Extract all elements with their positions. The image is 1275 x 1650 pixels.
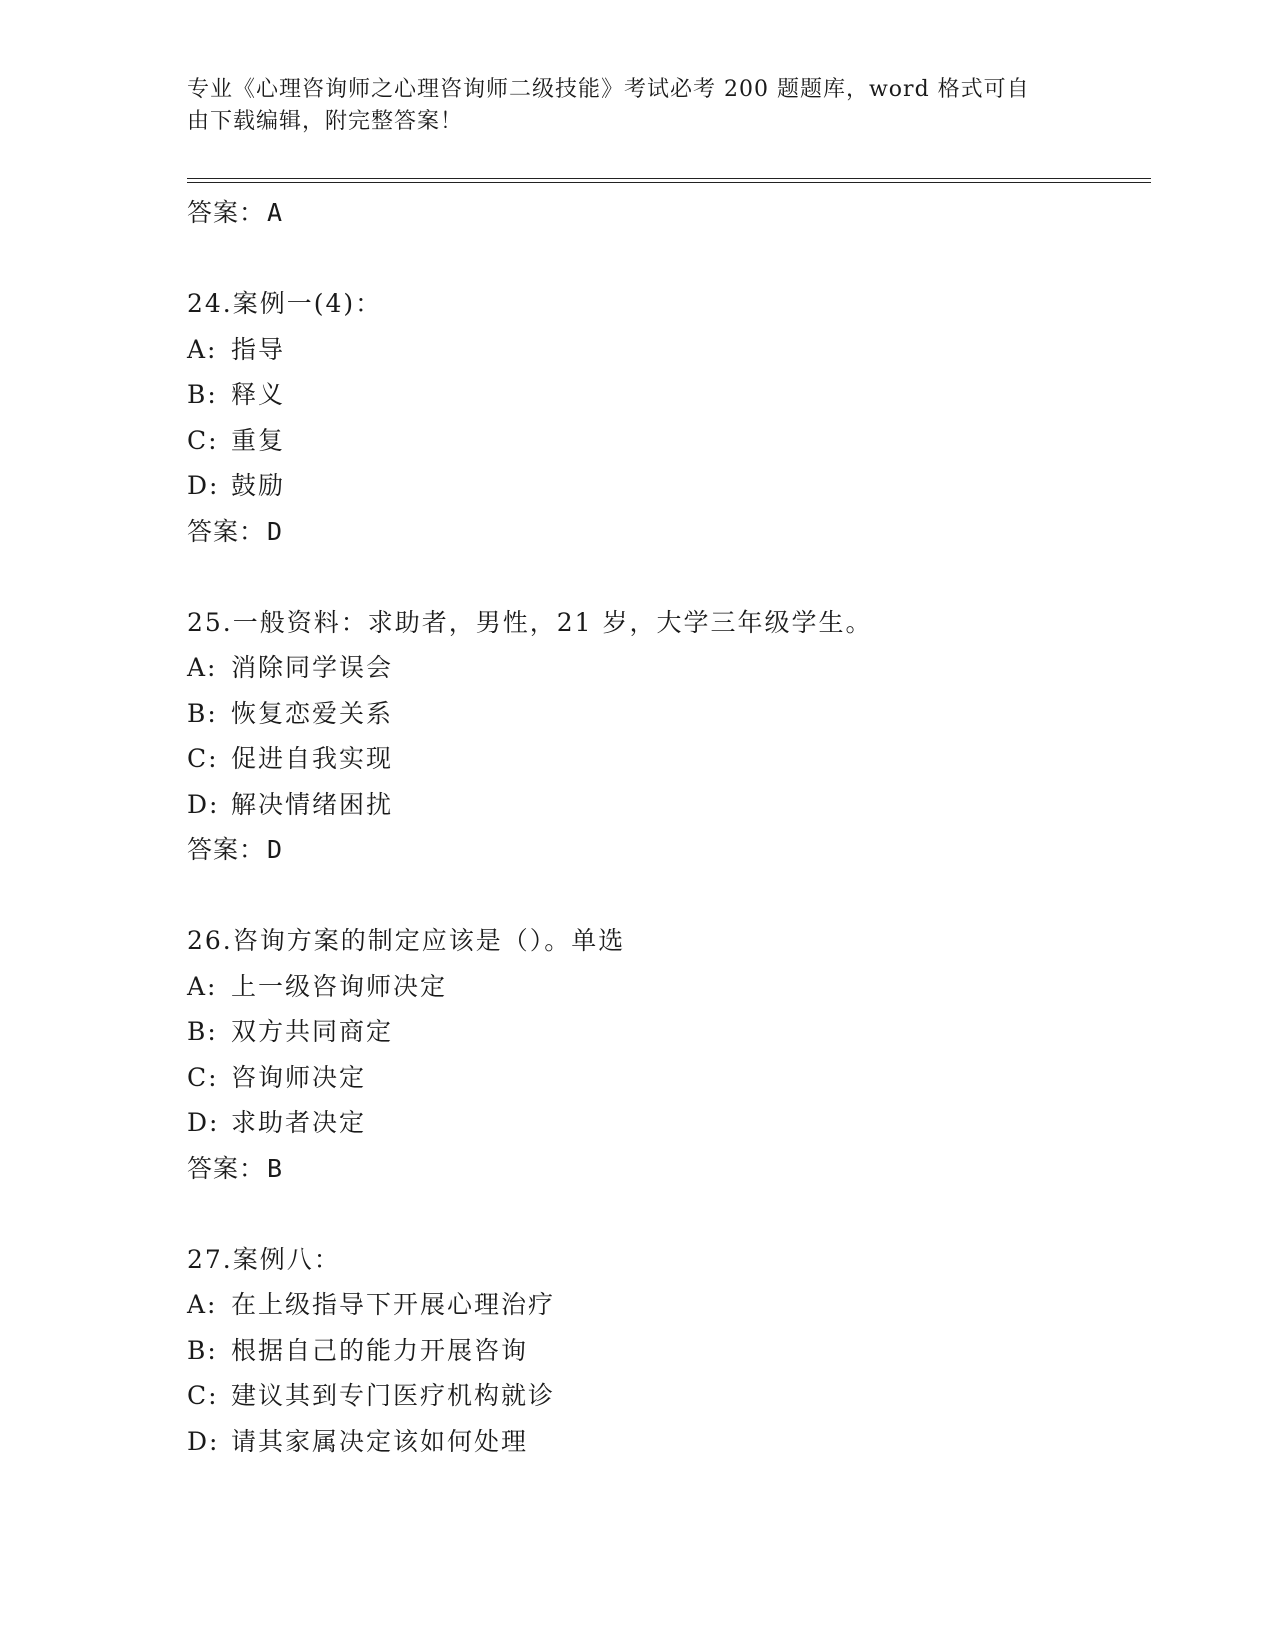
answer-label: 答案： xyxy=(187,835,266,864)
intro-line-1: 专业《心理咨询师之心理咨询师二级技能》考试必考 200 题题库，word 格式可自 xyxy=(187,77,1030,102)
option-letter: A: xyxy=(187,971,218,1001)
option-a xyxy=(187,1282,1147,1328)
answer-value: A xyxy=(267,198,284,227)
question-stem: 26.咨询方案的制定应该是（）。单选 xyxy=(187,926,626,955)
spacer xyxy=(187,873,1147,919)
option-text: 鼓励 xyxy=(231,471,286,500)
option-text: 根据自己的能力开展咨询 xyxy=(231,1335,529,1365)
option-a xyxy=(187,645,1147,691)
option-c xyxy=(187,1055,1147,1101)
option-text: 求助者决定 xyxy=(231,1108,367,1137)
spacer xyxy=(187,1191,1147,1237)
option-letter: D: xyxy=(187,1108,220,1137)
option-text: 请其家属决定该如何处理 xyxy=(231,1426,529,1456)
option-d xyxy=(187,782,1147,828)
option-a xyxy=(187,964,1147,1010)
option-text: 恢复恋爱关系 xyxy=(231,698,394,728)
option-letter: C: xyxy=(187,1381,219,1410)
question-block xyxy=(187,918,1147,1191)
option-letter: C: xyxy=(187,425,219,455)
option-b xyxy=(187,372,1147,418)
option-b xyxy=(187,1009,1147,1055)
option-letter: A: xyxy=(187,653,218,682)
option-d xyxy=(187,1419,1147,1465)
option-letter: A: xyxy=(187,1290,218,1319)
option-letter: C: xyxy=(187,744,219,773)
option-letter: D: xyxy=(187,471,220,500)
option-b xyxy=(187,1328,1147,1374)
question-stem: 27.案例八： xyxy=(187,1244,341,1274)
option-text: 释义 xyxy=(231,380,286,409)
question-list xyxy=(187,190,1147,1464)
answer-value: D xyxy=(267,516,284,546)
option-text: 建议其到专门医疗机构就诊 xyxy=(231,1381,556,1410)
answer-label: 答案： xyxy=(187,1153,266,1183)
option-text: 双方共同商定 xyxy=(231,1017,394,1046)
option-d xyxy=(187,463,1147,509)
question-stem: 25.一般资料：求助者，男性，21 岁，大学三年级学生。 xyxy=(187,607,873,637)
option-letter: B: xyxy=(187,698,218,728)
option-c xyxy=(187,736,1147,782)
intro-line-2: 由下载编辑，附完整答案！ xyxy=(187,109,464,134)
answer-label: 答案： xyxy=(187,516,266,546)
option-text: 重复 xyxy=(231,425,286,455)
document-intro xyxy=(187,74,1067,138)
option-text: 解决情绪困扰 xyxy=(231,789,394,819)
spacer xyxy=(187,236,1147,282)
option-text: 消除同学误会 xyxy=(231,653,394,682)
question-block xyxy=(187,281,1147,554)
answer-label: 答案： xyxy=(187,198,266,227)
header-double-rule xyxy=(187,178,1151,183)
option-text: 指导 xyxy=(231,334,286,364)
answer-line xyxy=(187,190,1147,236)
option-letter: B: xyxy=(187,380,218,409)
option-b xyxy=(187,691,1147,737)
option-letter: D: xyxy=(187,789,220,819)
option-letter: A: xyxy=(187,334,218,364)
answer-line xyxy=(187,827,1147,873)
option-d xyxy=(187,1100,1147,1146)
option-text: 咨询师决定 xyxy=(231,1062,367,1092)
answer-line xyxy=(187,1146,1147,1192)
question-block xyxy=(187,600,1147,873)
spacer xyxy=(187,554,1147,600)
option-letter: C: xyxy=(187,1062,219,1092)
option-letter: B: xyxy=(187,1335,218,1365)
option-letter: B: xyxy=(187,1017,218,1046)
option-c xyxy=(187,1373,1147,1419)
question-stem: 24.案例一(4)： xyxy=(187,289,383,318)
option-letter: D: xyxy=(187,1426,220,1456)
answer-value: D xyxy=(267,835,284,864)
option-text: 在上级指导下开展心理治疗 xyxy=(231,1290,556,1319)
answer-value: B xyxy=(267,1153,284,1183)
option-a xyxy=(187,327,1147,373)
option-c xyxy=(187,418,1147,464)
answer-line xyxy=(187,509,1147,555)
question-block xyxy=(187,1237,1147,1465)
option-text: 上一级咨询师决定 xyxy=(231,971,448,1001)
option-text: 促进自我实现 xyxy=(231,744,394,773)
